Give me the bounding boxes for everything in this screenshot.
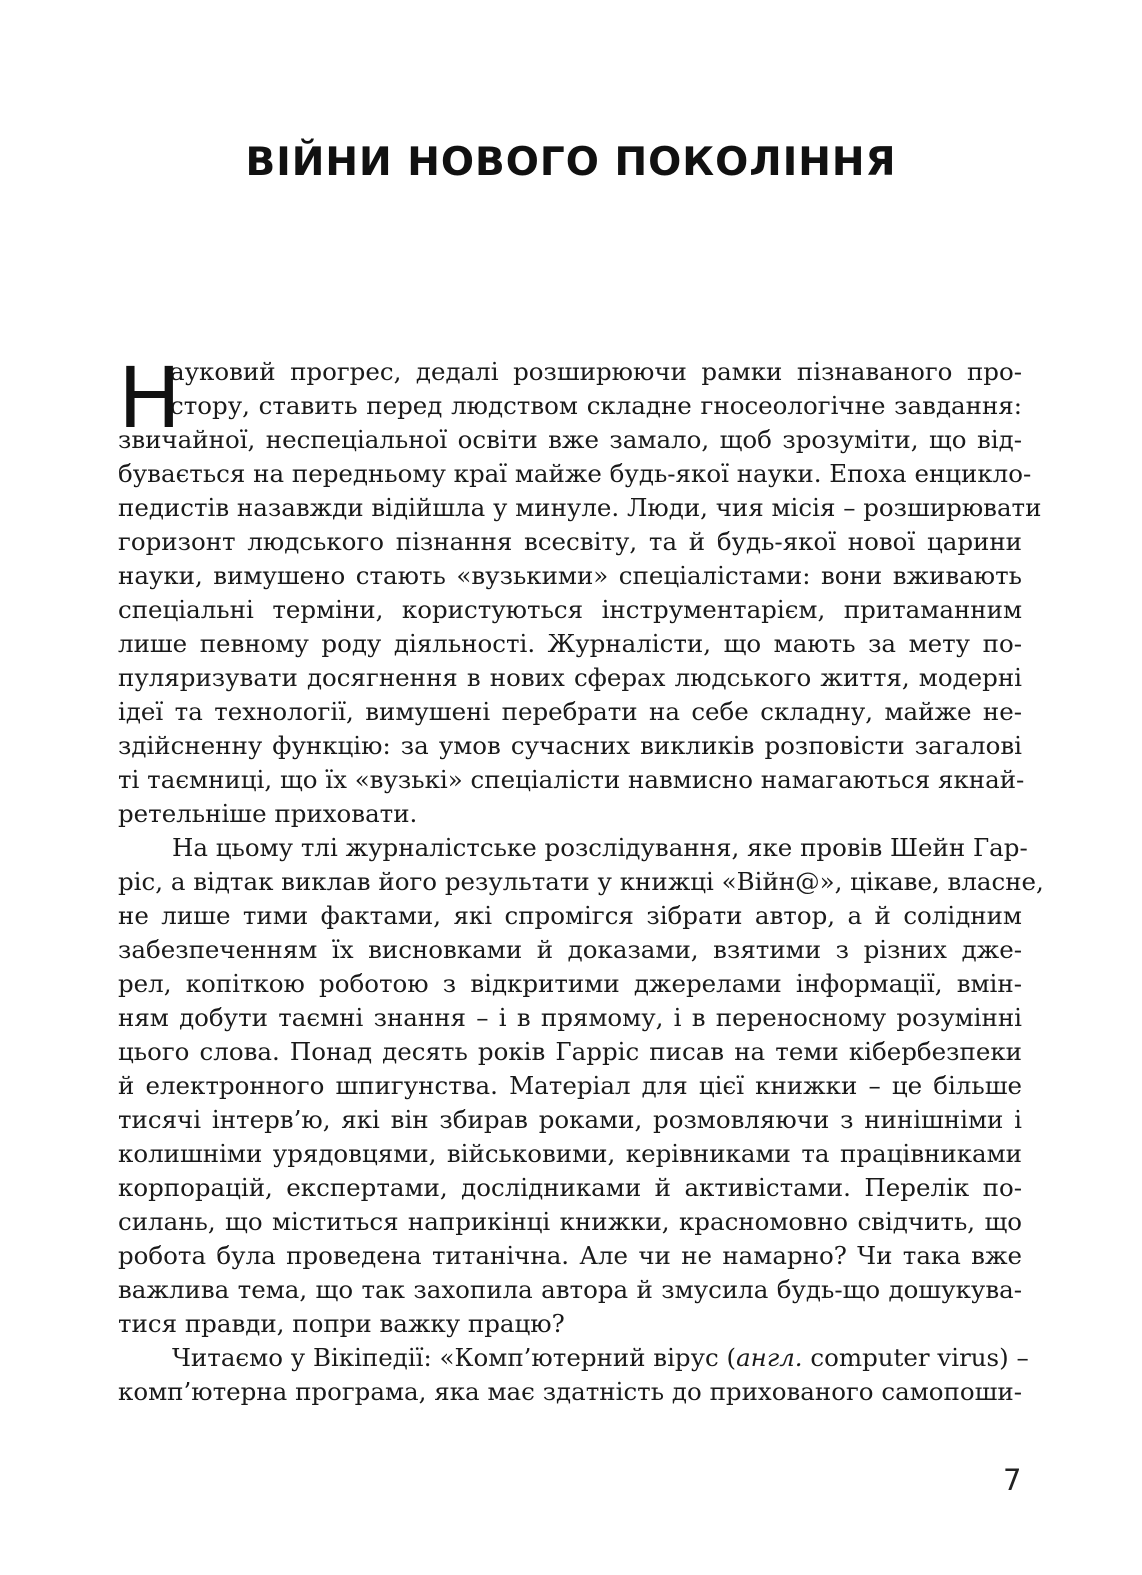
text-line: ауковий прогрес, дедалі розширюючи рамки пізнаваного про- bbox=[170, 357, 1022, 386]
text-line: ріс, а відтак виклав його результати у книжці «Війн@», цікаве, власне, bbox=[118, 867, 1044, 896]
text-line: ням добути таємні знання – і в прямому, і в переносному розумінні bbox=[118, 1003, 1022, 1032]
body-text bbox=[118, 349, 1044, 1409]
text-line: не лише тими фактами, які спромігся зібрати автор, а й солідним bbox=[118, 901, 1022, 930]
page-title: ВІЙНИ НОВОГО ПОКОЛІННЯ bbox=[245, 140, 897, 185]
text-line: науки, вимушено стають «вузькими» спеціалістами: вони вживають bbox=[118, 561, 1022, 590]
text-line: комп’ютерна програма, яка має здатність до прихованого самопоши- bbox=[118, 1377, 1022, 1406]
page-number: 7 bbox=[1003, 1463, 1022, 1497]
text-line: стору, ставить перед людством складне гносеологічне завдання: bbox=[170, 391, 1022, 420]
text-line: силань, що міститься наприкінці книжки, красномовно свідчить, що bbox=[118, 1207, 1022, 1236]
text-line: тисячі інтерв’ю, які він збирав роками, розмовляючи з нинішніми і bbox=[118, 1105, 1022, 1134]
text-line: рел, копіткою роботою з відкритими джерелами інформації, вмін- bbox=[118, 969, 1022, 998]
text-line: педистів назавжди відійшла у минуле. Люди, чия місія – розширювати bbox=[118, 493, 1042, 522]
text-line: здійсненну функцію: за умов сучасних викликів розповісти загалові bbox=[118, 731, 1022, 760]
text-line: ідеї та технології, вимушені перебрати на себе складну, майже не- bbox=[118, 697, 1022, 726]
text-line: колишніми урядовцями, військовими, керівниками та працівниками bbox=[118, 1139, 1022, 1168]
paragraph-1 bbox=[118, 349, 1042, 831]
text-line: звичайної, неспеціальної освіти вже замало, щоб зрозуміти, що від- bbox=[118, 425, 1022, 454]
text-line: тися правди, попри важку працю? bbox=[118, 1309, 565, 1338]
text-line: горизонт людського пізнання всесвіту, та й будь-якої нової царини bbox=[118, 527, 1022, 556]
text-line: пуляризувати досягнення в нових сферах людського життя, модерні bbox=[118, 663, 1022, 692]
text-line: цього слова. Понад десять років Гарріс писав на теми кібербезпеки bbox=[118, 1037, 1022, 1066]
text-line: корпорацій, експертами, дослідниками й активістами. Перелік по- bbox=[118, 1173, 1022, 1202]
drop-cap: Н bbox=[118, 349, 182, 447]
text-line bbox=[118, 1341, 1029, 1375]
text-line: робота була проведена титанічна. Але чи не намарно? Чи така вже bbox=[118, 1241, 1022, 1270]
text-line: бувається на передньому краї майже будь-якої науки. Епоха енцикло- bbox=[118, 459, 1032, 488]
text-line: забезпеченням їх висновками й доказами, взятими з різних дже- bbox=[118, 935, 1022, 964]
paragraph-2 bbox=[118, 831, 1044, 1341]
text-fragment: Читаємо у Вікіпедії: «Комп’ютерний вірус ( bbox=[172, 1343, 737, 1372]
text-fragment: computer virus) – bbox=[802, 1343, 1029, 1372]
text-line: На цьому тлі журналістське розслідування, яке провів Шейн Гар- bbox=[172, 833, 1028, 862]
text-line: важлива тема, що так захопила автора й змусила будь-що дошукува- bbox=[118, 1275, 1022, 1304]
italic-abbreviation: англ. bbox=[736, 1343, 803, 1372]
text-line: спеціальні терміни, користуються інструментарієм, притаманним bbox=[118, 595, 1022, 624]
text-line: ретельніше приховати. bbox=[118, 799, 418, 828]
text-line: ті таємниці, що їх «вузькі» спеціалісти навмисно намагаються якнай- bbox=[118, 765, 1025, 794]
text-line: й електронного шпигунства. Матеріал для цієї книжки – це більше bbox=[118, 1071, 1022, 1100]
text-line: лише певному роду діяльності. Журналісти, що мають за мету по- bbox=[118, 629, 1022, 658]
paragraph-3 bbox=[118, 1341, 1029, 1409]
